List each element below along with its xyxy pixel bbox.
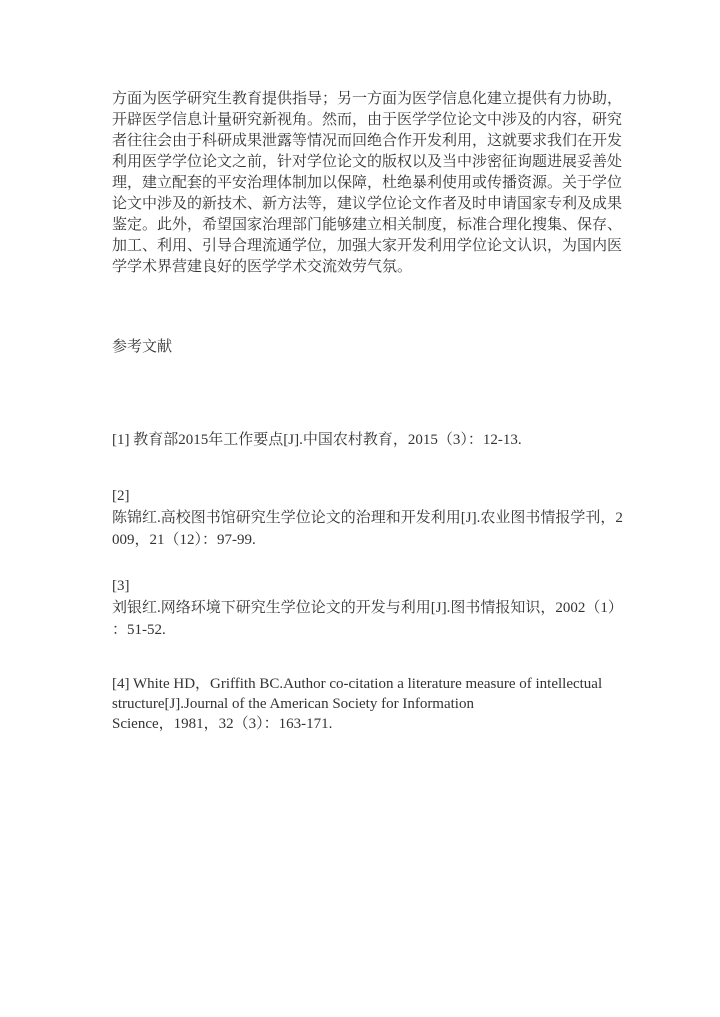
- body-paragraph: [112, 89, 632, 278]
- reference-item: [112, 486, 632, 550]
- body-line: 开辟医学信息计量研究新视角。然而，由于医学学位论文中涉及的内容，研究: [112, 112, 623, 128]
- reference-line: 陈锦红.高校图书馆研究生学位论文的治理和开发利用[J].农业图书情报学刊，2: [112, 510, 623, 526]
- reference-item: [112, 674, 632, 734]
- body-line: 鉴定。此外，希望国家治理部门能够建立相关制度，标准合理化搜集、保存、: [112, 217, 623, 233]
- body-line: 加工、利用、引导合理流通学位，加强大家开发利用学位论文认识，为国内医: [112, 238, 623, 254]
- body-line: 利用医学学位论文之前，针对学位论文的版权以及当中涉密征询题进展妥善处: [112, 154, 623, 170]
- reference-line: structure[J].Journal of the American Society for Information: [112, 696, 474, 712]
- reference-line: [1] 教育部2015年工作要点[J].中国农村教育，2015（3）：12-13.: [112, 432, 522, 448]
- reference-line: [3]: [112, 578, 130, 594]
- reference-line: ：51-52.: [112, 622, 166, 638]
- reference-line: 刘银红.网络环境下研究生学位论文的开发与利用[J].图书情报知识，2002（1）: [112, 600, 623, 616]
- reference-item: [112, 430, 632, 450]
- body-line: 论文中涉及的新技术、新方法等，建议学位论文作者及时申请国家专利及成果: [112, 196, 623, 212]
- reference-line: 009，21（12）：97-99.: [112, 532, 256, 548]
- body-line: 者往往会由于科研成果泄露等情况而回绝合作开发利用，这就要求我们在开发: [112, 133, 623, 149]
- body-line: 学学术界营建良好的医学学术交流效劳气氛。: [112, 259, 413, 275]
- references-heading: [112, 337, 632, 358]
- references-heading-text: 参考文献: [112, 339, 173, 355]
- reference-item: [112, 576, 632, 640]
- reference-line: [2]: [112, 488, 130, 504]
- body-line: 方面为医学研究生教育提供指导；另一方面为医学信息化建立提供有力协助，: [112, 91, 623, 107]
- reference-line: [4] White HD，Griffith BC.Author co-citation a literature measure of intellectual: [112, 676, 603, 692]
- body-line: 理，建立配套的平安治理体制加以保障，杜绝暴利使用或传播资源。关于学位: [112, 175, 623, 191]
- reference-line: Science，1981，32（3）：163-171.: [112, 716, 333, 732]
